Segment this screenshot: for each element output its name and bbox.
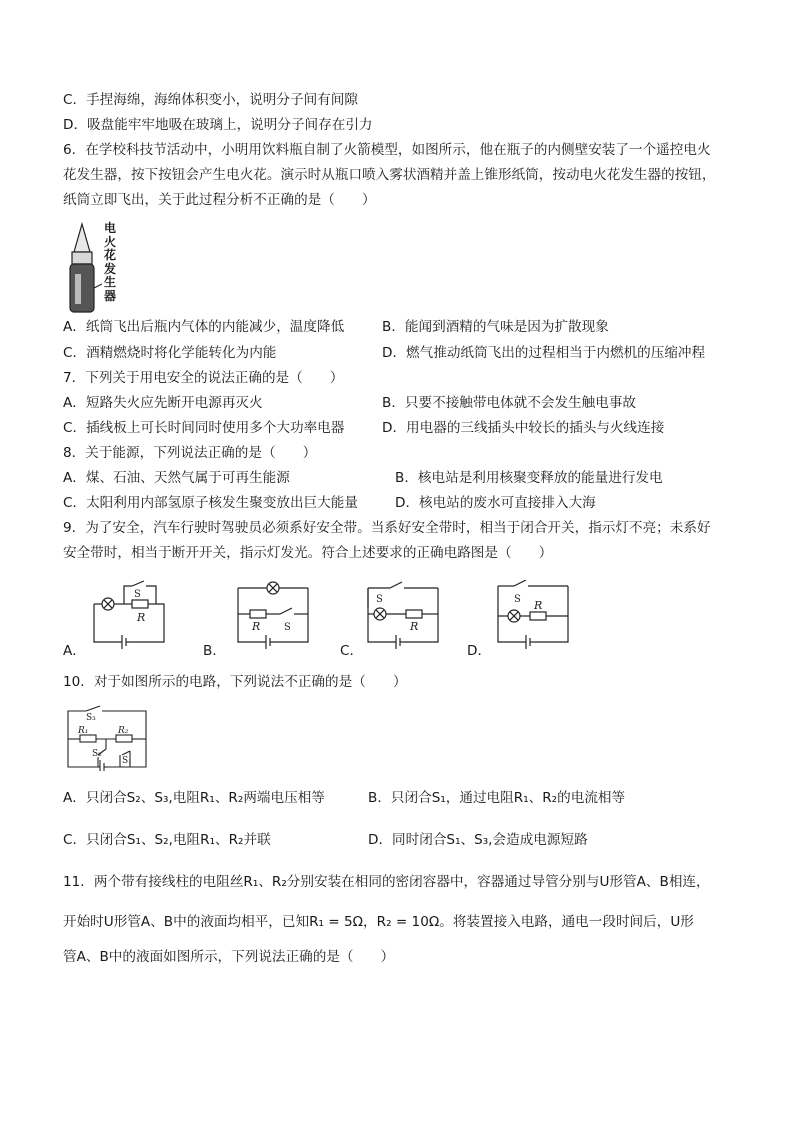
q6-option-c: C．酒精燃烧时将化学能转化为内能 bbox=[63, 345, 277, 361]
spark-generator-label: 电火花发生器 bbox=[104, 221, 117, 303]
q9-circuit-a bbox=[88, 580, 170, 650]
q11-stem-line2: 开始时U形管A、B中的液面均相平，已知R₁ = 5Ω，R₂ = 10Ω。将装置接入电路，通电一段时间后，U形 bbox=[63, 914, 694, 930]
q5-option-c: C．手捏海绵，海绵体积变小，说明分子间有间隙 bbox=[63, 92, 358, 108]
q10-s2-label: S₂ bbox=[92, 749, 102, 759]
q9-a-resistor-label: R bbox=[137, 611, 146, 624]
q10-option-a: A．只闭合S₂、S₃,电阻R₁、R₂两端电压相等 bbox=[63, 790, 325, 806]
q9-d-resistor-label: R bbox=[534, 599, 543, 612]
q8-option-d: D．核电站的废水可直接排入大海 bbox=[395, 495, 596, 511]
q9-option-b-label: B． bbox=[203, 643, 226, 659]
q10-circuit bbox=[64, 705, 150, 771]
q6-option-a: A．纸筒飞出后瓶内气体的内能减少，温度降低 bbox=[63, 319, 345, 335]
q10-s1-label: S₁ bbox=[122, 756, 132, 766]
q10-r1-label: R₁ bbox=[78, 726, 89, 736]
q6-stem-line1: 6．在学校科技节活动中，小明用饮料瓶自制了火箭模型，如图所示，他在瓶子的内侧壁安装了一个遥控电火 bbox=[63, 142, 711, 158]
q9-b-switch-label: S bbox=[284, 622, 291, 633]
q6-stem-line3: 纸筒立即飞出，关于此过程分析不正确的是（ ） bbox=[63, 192, 376, 208]
q9-b-resistor-label: R bbox=[252, 620, 261, 633]
q5-option-d: D．吸盘能牢牢地吸在玻璃上，说明分子间存在引力 bbox=[63, 117, 373, 133]
q10-stem: 10．对于如图所示的电路，下列说法不正确的是（ ） bbox=[63, 674, 407, 690]
q9-stem-line1: 9．为了安全，汽车行驶时驾驶员必须系好安全带。当系好安全带时，相当于闭合开关，指示灯不亮；未系好 bbox=[63, 520, 711, 536]
q7-stem: 7．下列关于用电安全的说法正确的是（ ） bbox=[63, 370, 344, 386]
q9-circuit-d bbox=[492, 580, 574, 650]
q10-s3-label: S₃ bbox=[86, 713, 96, 723]
q9-stem-line2: 安全带时，相当于断开开关，指示灯发光。符合上述要求的正确电路图是（ ） bbox=[63, 545, 553, 561]
q9-circuit-c bbox=[362, 578, 444, 650]
q8-option-a: A．煤、石油、天然气属于可再生能源 bbox=[63, 470, 290, 486]
q9-d-switch-label: S bbox=[514, 594, 521, 605]
q9-a-switch-label: S bbox=[134, 589, 141, 600]
q9-option-c-label: C． bbox=[340, 643, 364, 659]
q10-option-b: B．只闭合S₁，通过电阻R₁、R₂的电流相等 bbox=[368, 790, 626, 806]
q6-stem-line2: 花发生器，按下按钮会产生电火花。演示时从瓶口喷入雾状酒精并盖上锥形纸筒，按动电火花发生器的按钮， bbox=[63, 167, 716, 183]
q9-circuit-b bbox=[232, 578, 314, 650]
q6-option-b: B．能闻到酒精的气味是因为扩散现象 bbox=[382, 319, 609, 335]
q7-option-b: B．只要不接触带电体就不会发生触电事故 bbox=[382, 395, 637, 411]
q8-stem: 8．关于能源，下列说法正确的是（ ） bbox=[63, 445, 317, 461]
q6-option-d: D．燃气推动纸筒飞出的过程相当于内燃机的压缩冲程 bbox=[382, 345, 706, 361]
q9-option-a-label: A． bbox=[63, 643, 86, 659]
q8-option-c: C．太阳利用内部氢原子核发生聚变放出巨大能量 bbox=[63, 495, 358, 511]
q11-stem-line1: 11．两个带有接线柱的电阻丝R₁、R₂分别安装在相同的密闭容器中，容器通过导管分别与U形管A、B相连， bbox=[63, 874, 710, 890]
q8-option-b: B．核电站是利用核聚变释放的能量进行发电 bbox=[395, 470, 663, 486]
q7-option-a: A．短路失火应先断开电源再灭火 bbox=[63, 395, 263, 411]
q6-rocket-figure bbox=[66, 222, 126, 314]
q10-option-d: D．同时闭合S₁、S₃,会造成电源短路 bbox=[368, 832, 588, 848]
q7-option-d: D．用电器的三线插头中较长的插头与火线连接 bbox=[382, 420, 665, 436]
q9-c-switch-label: S bbox=[376, 594, 383, 605]
q10-r2-label: R₂ bbox=[118, 726, 129, 736]
q7-option-c: C．插线板上可长时间同时使用多个大功率电器 bbox=[63, 420, 345, 436]
q9-option-d-label: D． bbox=[467, 643, 492, 659]
q10-option-c: C．只闭合S₁、S₂,电阻R₁、R₂并联 bbox=[63, 832, 271, 848]
q11-stem-line3: 管A、B中的液面如图所示，下列说法正确的是（ ） bbox=[63, 949, 395, 965]
q9-c-resistor-label: R bbox=[410, 620, 419, 633]
